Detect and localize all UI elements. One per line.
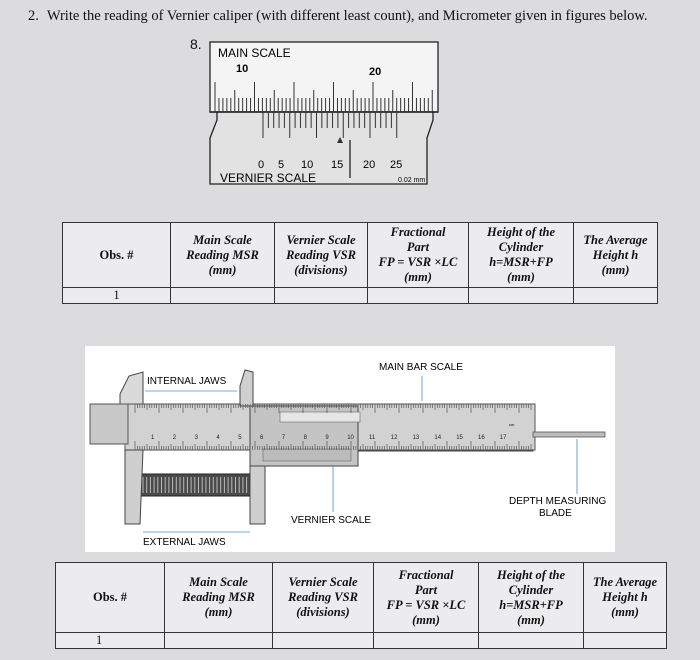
question-text — [28, 8, 648, 25]
sliding-external-jaw — [250, 466, 265, 524]
main-bar-number: 4 — [216, 435, 220, 441]
vernier-tick-25: 25 — [390, 159, 403, 171]
unit-label: cm — [509, 422, 515, 427]
main-bar-number: 10 — [347, 435, 354, 441]
depth-blade-label-2: BLADE — [539, 508, 572, 519]
figure-number: 8. — [190, 36, 202, 52]
cell-average[interactable] — [574, 288, 658, 304]
main-bar-number: 7 — [281, 435, 286, 441]
table-header-row — [63, 223, 658, 288]
internal-jaws-label: INTERNAL JAWS — [147, 376, 227, 387]
cell-fp[interactable] — [368, 288, 469, 304]
main-bar-number: 1 — [151, 435, 155, 441]
observation-table-2 — [55, 562, 667, 649]
main-bar-scale-label: MAIN BAR SCALE — [379, 362, 463, 373]
cell-msr[interactable] — [171, 288, 275, 304]
header-vsr: Vernier Scale Reading VSR (divisions) — [273, 563, 374, 633]
vernier-scale-label-2: VERNIER SCALE — [291, 515, 372, 526]
cell-height[interactable] — [469, 288, 574, 304]
cell-average[interactable] — [584, 633, 667, 649]
vernier-tick-0: 0 — [258, 159, 265, 171]
header-vsr: Vernier Scale Reading VSR (divisions) — [275, 223, 368, 288]
vernier-closeup-figure — [205, 40, 445, 190]
header-fp: Fractional Part FP = VSR ×LC (mm) — [374, 563, 479, 633]
header-obs: Obs. # — [56, 563, 165, 633]
table-header-row — [56, 563, 667, 633]
fixed-external-jaw — [125, 450, 143, 524]
depth-blade — [533, 432, 605, 437]
thumb-screw — [137, 474, 255, 496]
main-bar-number: 16 — [478, 435, 485, 441]
cell-height[interactable] — [479, 633, 584, 649]
main-bar-number: 12 — [390, 435, 398, 441]
cell-vsr[interactable] — [273, 633, 374, 649]
header-obs: Obs. # — [63, 223, 171, 288]
header-average: The Average Height h (mm) — [584, 563, 667, 633]
header-fp: Fractional Part FP = VSR ×LC (mm) — [368, 223, 469, 288]
main-bar-number: 6 — [260, 435, 264, 441]
row-obs: 1 — [56, 633, 165, 649]
main-bar-number: 17 — [499, 435, 507, 441]
main-scale-label: MAIN SCALE — [218, 46, 291, 60]
cell-msr[interactable] — [165, 633, 273, 649]
vernier-tick-15: 15 — [331, 159, 344, 171]
main-bar-number: 5 — [238, 435, 242, 441]
main-tick-20: 20 — [369, 66, 382, 78]
main-bar-number: 3 — [194, 435, 198, 441]
table-row — [56, 633, 667, 649]
main-bar-number: 13 — [412, 435, 420, 441]
main-bar-number: 2 — [172, 435, 177, 441]
observation-table-1 — [62, 222, 658, 304]
cell-vsr[interactable] — [275, 288, 368, 304]
depth-blade-label-1: DEPTH MEASURING — [509, 496, 607, 507]
main-bar-number: 11 — [369, 435, 376, 441]
main-tick-10: 10 — [236, 63, 249, 75]
question-number: 2. — [28, 8, 39, 24]
row-obs: 1 — [63, 288, 171, 304]
vernier-tick-20: 20 — [363, 159, 376, 171]
question-body: Write the reading of Vernier caliper (with different least count), and Micrometer given in figures below. — [46, 8, 648, 24]
header-msr: Main Scale Reading MSR (mm) — [171, 223, 275, 288]
least-count-label: 0.02 mm — [398, 177, 426, 184]
main-bar-number: 14 — [434, 435, 442, 441]
cell-fp[interactable] — [374, 633, 479, 649]
main-bar-number: 9 — [325, 435, 329, 441]
main-bar-number: 8 — [303, 435, 307, 441]
header-msr: Main Scale Reading MSR (mm) — [165, 563, 273, 633]
vernier-tick-5: 5 — [278, 159, 285, 171]
table-row — [63, 288, 658, 304]
vernier-scale-label: VERNIER SCALE — [220, 171, 317, 185]
vernier-tick-10: 10 — [301, 159, 314, 171]
header-average: The Average Height h (mm) — [574, 223, 658, 288]
external-jaws-label: EXTERNAL JAWS — [143, 537, 226, 548]
main-bar-number: 15 — [456, 435, 463, 441]
header-height: Height of the Cylinder h=MSR+FP (mm) — [469, 223, 574, 288]
caliper-figure — [85, 346, 615, 552]
header-height: Height of the Cylinder h=MSR+FP (mm) — [479, 563, 584, 633]
